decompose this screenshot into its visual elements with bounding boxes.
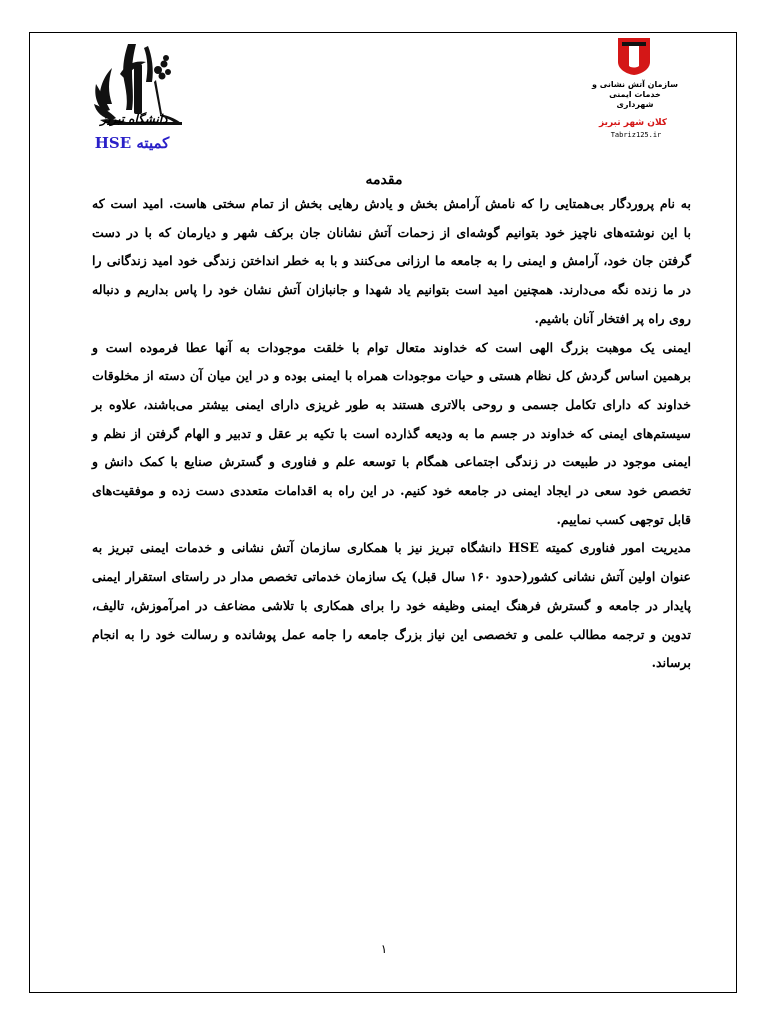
text-line: ایمنی یک موهبت بزرگ الهی است که خداوند متعال توام با خلقت موجودات به آنها عطا فرموده است و xyxy=(92,339,691,355)
text-line: مدیریت امور فناوری کمیته HSE دانشگاه تبریز نیز با همکاری سازمان آتش نشانی و خدمات ایمنی تبریز به xyxy=(92,540,691,556)
text-line: تدوین و ترجمه مطالب علمی و تخصصی این نیاز بزرگ جامعه را جامه عمل پوشانده و رسالت خود را به انجام xyxy=(92,626,691,642)
text-line: تخصص خود سعی در ایجاد ایمنی در جامعه خود کنیم. در این راه به اقدامات متعددی دست زده و موفقیت‌های xyxy=(92,483,691,499)
text-line: برساند. xyxy=(651,655,691,671)
text-line: ایمنی موجود در طبیعت در زندگی اجتماعی همگام با توسعه علم و فناوری و گسترش صنایع با کمک دانش و xyxy=(92,454,691,470)
paragraph-3 xyxy=(92,534,706,678)
fire-department-emblem-icon xyxy=(616,36,652,76)
document-title: مقدمه xyxy=(365,172,403,188)
text-line: پایدار در جامعه و گسترش فرهنگ ایمنی وظیفه خود را برای همکاری با تلاشی مضاعف در امرآموزش، تالیف، xyxy=(92,597,691,613)
fire-website-title: کلان شهر تبریز xyxy=(598,118,668,128)
text-line: گرفتن جان خود، آرامش و ایمنی را به جامعه ما ارزانی می‌کنند و با به خطر انداختن زندگی خود امید زندگانی را xyxy=(92,253,691,269)
paragraph-2 xyxy=(92,334,706,535)
text-line: به نام پروردگار بی‌همتایی را که نامش آرامش بخش و یادش رهایی بخش از تمام سختی هاست. امید است که xyxy=(92,196,691,211)
fire-organization-name: سازمان آتش نشانی و خدمات ایمنی شهرداری xyxy=(592,80,678,109)
text-line: قابل توجهی کسب نماییم. xyxy=(556,511,691,527)
paragraph-1 xyxy=(92,190,706,334)
hse-committee-label: کمیته HSE xyxy=(94,134,170,152)
university-name: دانشگاه تبریز xyxy=(100,112,168,126)
text-line: برهمین اساس گردش کل نظام هستی و حیات موجودات همراه با ایمنی بوده و در این میان آن دسته از مخلوقات xyxy=(92,368,691,384)
text-line: عنوان اولین آتش نشانی کشور(حدود ۱۶۰ سال قبل) یک سازمان خدماتی تخصص مدار در راستای استقرار ایمنی xyxy=(92,569,692,585)
fire-website-url[interactable]: Tabriz125.ir xyxy=(610,131,662,139)
text-line: با این نوشته‌های ناچیز خود بتوانیم گوشه‌ای از زحمات آتش نشانان جان برکف شهر و دیارمان که با در دست xyxy=(92,224,691,240)
document-body xyxy=(92,190,706,678)
page-number: ۱ xyxy=(380,942,388,956)
text-line: در ما زنده نگه می‌دارند. همچنین امید است بتوانیم یاد شهدا و جانبازان آتش نشان خود را پاس بداریم و دنباله xyxy=(92,282,691,298)
text-line: خداوند که دارای تکامل جسمی و روحی بالاتری هستند به طور غریزی دارای ایمنی بیشتر می‌باشند، علاوه بر xyxy=(92,396,691,412)
text-line: سیستم‌های ایمنی که خداوند در جسم ما به ودیعه گذارده است با تکیه بر عقل و تدبیر و الهام گرفتن از نظم و xyxy=(92,425,691,441)
text-line: روی راه پر افتخار آنان باشیم. xyxy=(534,310,691,326)
